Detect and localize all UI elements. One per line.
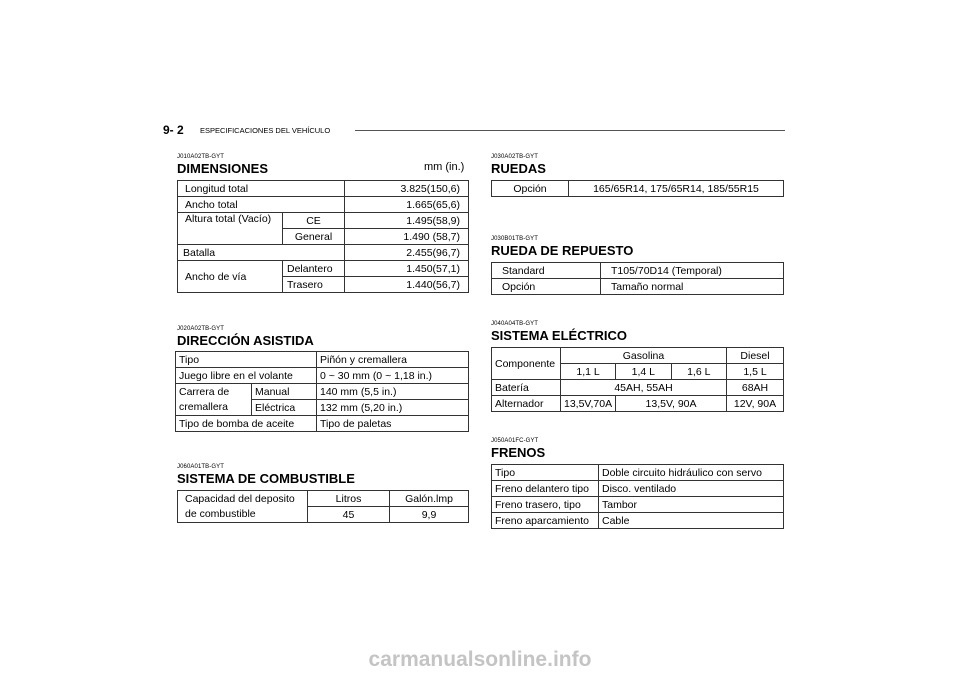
- cell-label: Tipo: [492, 465, 599, 481]
- cell-value: 1.490 (58,7): [345, 229, 469, 245]
- frenos-code: J050A01FC-GYT: [491, 438, 539, 444]
- col-header: Galón.lmp: [390, 491, 469, 507]
- combustible-table: [177, 490, 469, 523]
- cell-label: Delantero: [283, 261, 345, 277]
- cell-label: Ancho total: [178, 197, 345, 213]
- cell-label: Juego libre en el volante: [176, 368, 317, 384]
- cell-label: Tipo: [176, 352, 317, 368]
- cell-value: Tamaño normal: [601, 279, 784, 295]
- cell-value: 1.440(56,7): [345, 277, 469, 293]
- cell-value: 68AH: [727, 380, 784, 396]
- cell-value: Tambor: [599, 497, 784, 513]
- electrico-table: [491, 347, 784, 412]
- cell-label: Longitud total: [178, 181, 345, 197]
- frenos-table: [491, 464, 784, 529]
- cell-value: 2.455(96,7): [345, 245, 469, 261]
- repuesto-table: [491, 262, 784, 295]
- cell-value: T105/70D14 (Temporal): [601, 263, 784, 279]
- col-header: 1,5 L: [727, 364, 784, 380]
- cell-value: 3.825(150,6): [345, 181, 469, 197]
- cell-value: 1.665(65,6): [345, 197, 469, 213]
- cell-label: Freno delantero tipo: [492, 481, 599, 497]
- cell-label: Freno aparcamiento: [492, 513, 599, 529]
- col-header: Diesel: [727, 348, 784, 364]
- cell-label: Eléctrica: [252, 400, 317, 416]
- direccion-table: [175, 351, 469, 432]
- combustible-title: SISTEMA DE COMBUSTIBLE: [177, 471, 355, 486]
- repuesto-code: J030B01TB-GYT: [491, 236, 538, 242]
- cell-label: Tipo de bomba de aceite: [176, 416, 317, 432]
- col-header: Gasolina: [561, 348, 727, 364]
- ruedas-table: [491, 180, 784, 197]
- page-number: 9- 2: [163, 123, 184, 137]
- ruedas-code: J030A02TB-GYT: [491, 154, 538, 160]
- ruedas-title: RUEDAS: [491, 161, 546, 176]
- cell-label: CE: [283, 213, 345, 229]
- watermark: carmanualsonline.info: [368, 648, 592, 671]
- header-rule: [355, 130, 785, 131]
- repuesto-title: RUEDA DE REPUESTO: [491, 243, 634, 258]
- cell-label: Carrera de: [176, 384, 252, 400]
- cell-value: 1.495(58,9): [345, 213, 469, 229]
- cell-value: Piñón y cremallera: [317, 352, 469, 368]
- direccion-code: J020A02TB-GYT: [177, 326, 224, 332]
- cell-value: 9,9: [390, 507, 469, 523]
- electrico-title: SISTEMA ELÉCTRICO: [491, 328, 628, 343]
- cell-label: Capacidad del deposito: [178, 491, 308, 507]
- cell-value: 165/65R14, 175/65R14, 185/55R15: [569, 181, 784, 197]
- section-title: ESPECIFICACIONES DEL VEHÍCULO: [200, 126, 331, 135]
- cell-value: 12V, 90A: [727, 396, 784, 412]
- col-header: 1,4 L: [616, 364, 671, 380]
- cell-value: 132 mm (5,20 in.): [317, 400, 469, 416]
- dimensiones-table: [177, 180, 469, 293]
- cell-value: 140 mm (5,5 in.): [317, 384, 469, 400]
- cell-label: Opción: [492, 181, 569, 197]
- cell-label: cremallera: [176, 400, 252, 416]
- cell-label: Batería: [492, 380, 561, 396]
- cell-value: 0 ~ 30 mm (0 ~ 1,18 in.): [317, 368, 469, 384]
- col-header: 1,6 L: [671, 364, 726, 380]
- col-header: Litros: [308, 491, 390, 507]
- cell-label: Manual: [252, 384, 317, 400]
- combustible-code: J060A01TB-GYT: [177, 464, 224, 470]
- cell-value: 13,5V,70A: [561, 396, 616, 412]
- cell-label: General: [283, 229, 345, 245]
- cell-value: Cable: [599, 513, 784, 529]
- cell-label: Altura total (Vacío): [178, 213, 283, 245]
- direccion-title: DIRECCIÓN ASISTIDA: [177, 333, 314, 348]
- cell-value: Tipo de paletas: [317, 416, 469, 432]
- cell-label: Freno trasero, tipo: [492, 497, 599, 513]
- dimensiones-code: J010A02TB-GYT: [177, 154, 224, 160]
- col-header: Componente: [492, 348, 561, 380]
- dimensiones-unit: mm (in.): [424, 161, 465, 173]
- dimensiones-title: DIMENSIONES: [177, 161, 269, 176]
- cell-label: Ancho de vía: [178, 261, 283, 293]
- cell-label: de combustible: [178, 507, 308, 523]
- cell-value: 1.450(57,1): [345, 261, 469, 277]
- cell-value: Disco. ventilado: [599, 481, 784, 497]
- cell-label: Batalla: [178, 245, 345, 261]
- frenos-title: FRENOS: [491, 445, 546, 460]
- electrico-code: J040A04TB-GYT: [491, 321, 538, 327]
- cell-label: Opción: [492, 279, 601, 295]
- cell-label: Alternador: [492, 396, 561, 412]
- cell-value: 45: [308, 507, 390, 523]
- cell-value: 45AH, 55AH: [561, 380, 727, 396]
- col-header: 1,1 L: [561, 364, 616, 380]
- cell-value: 13,5V, 90A: [616, 396, 727, 412]
- cell-value: Doble circuito hidráulico con servo: [599, 465, 784, 481]
- cell-label: Standard: [492, 263, 601, 279]
- cell-label: Trasero: [283, 277, 345, 293]
